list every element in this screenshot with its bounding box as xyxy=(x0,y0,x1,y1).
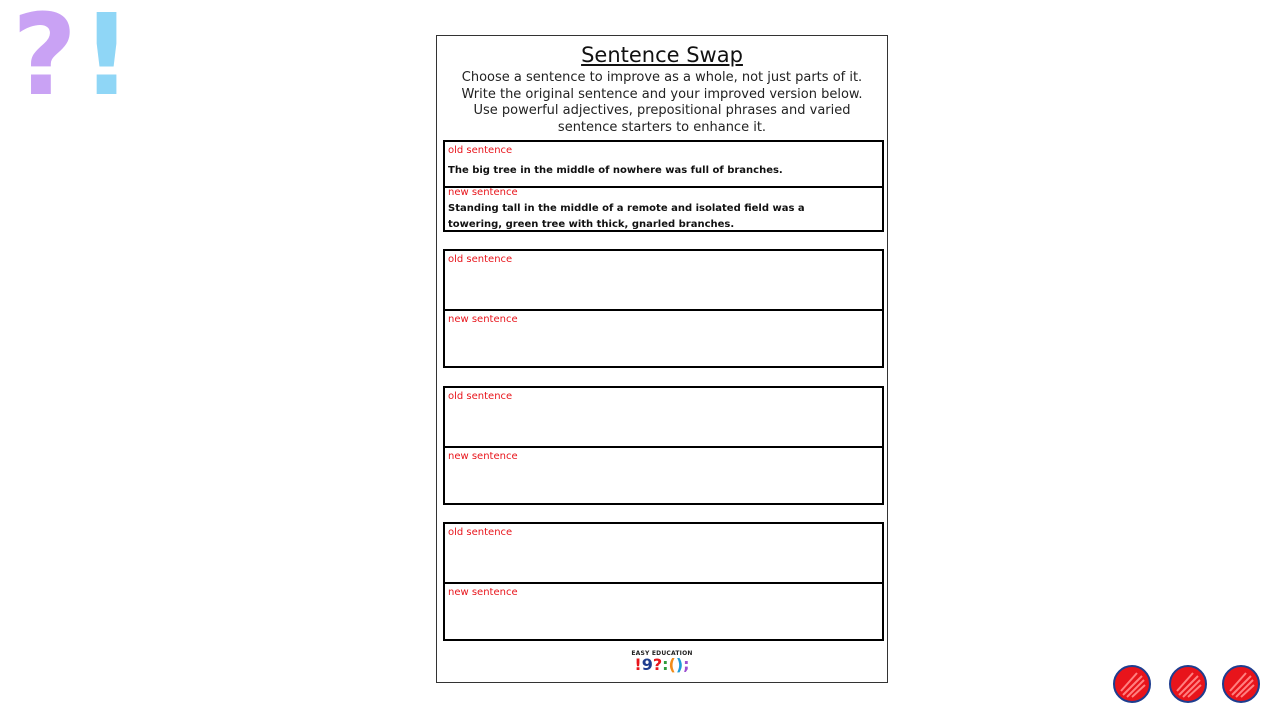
new-sentence-box[interactable] xyxy=(445,309,882,366)
new-sentence-label: new sentence xyxy=(448,314,518,325)
old-sentence-label: old sentence xyxy=(448,527,513,538)
sentence-pair xyxy=(443,386,884,505)
question-mark-graphic: ? xyxy=(12,0,77,121)
new-sentence-text: Standing tall in the middle of a remote and isolated field was a towering, green tree with thick, gnarled branches. xyxy=(448,203,805,230)
scribble-icon xyxy=(1224,667,1258,701)
new-sentence-box[interactable] xyxy=(445,186,882,230)
logo-symbol: 9 xyxy=(641,655,653,674)
scribble-button-3[interactable] xyxy=(1222,665,1260,703)
logo-symbol: : xyxy=(662,655,669,674)
worksheet-title: Sentence Swap xyxy=(581,43,743,67)
old-sentence-box[interactable] xyxy=(445,142,882,186)
sentence-pair xyxy=(443,249,884,368)
sentence-pair xyxy=(443,140,884,232)
old-sentence-box[interactable] xyxy=(445,388,882,446)
scribble-icon xyxy=(1115,667,1149,701)
scribble-button-1[interactable] xyxy=(1113,665,1151,703)
old-sentence-label: old sentence xyxy=(448,391,513,402)
logo-symbol: ? xyxy=(652,655,663,674)
logo-symbol: ( xyxy=(668,655,676,674)
logo-symbol: ! xyxy=(634,655,642,674)
new-sentence-label: new sentence xyxy=(448,187,518,198)
worksheet-instructions: Choose a sentence to improve as a whole, not just parts of it. Write the original sentence and your improved version below. Use powerful adjectives, prepositional phrases and varied sentence starters to enhance it. xyxy=(461,70,863,135)
logo-symbols xyxy=(437,657,887,673)
old-sentence-label: old sentence xyxy=(448,145,513,156)
logo-symbol: ; xyxy=(683,655,690,674)
new-sentence-label: new sentence xyxy=(448,451,518,462)
old-sentence-label: old sentence xyxy=(448,254,513,265)
old-sentence-box[interactable] xyxy=(445,251,882,309)
exclamation-mark-graphic: ! xyxy=(80,0,133,121)
new-sentence-box[interactable] xyxy=(445,582,882,639)
easy-education-logo xyxy=(437,650,887,673)
scribble-button-2[interactable] xyxy=(1169,665,1207,703)
new-sentence-label: new sentence xyxy=(448,587,518,598)
worksheet xyxy=(436,35,888,683)
logo-text: EASY EDUCATION xyxy=(631,650,693,657)
new-sentence-box[interactable] xyxy=(445,446,882,503)
sentence-pair xyxy=(443,522,884,641)
old-sentence-text: The big tree in the middle of nowhere was full of branches. xyxy=(448,165,783,176)
logo-symbol: ) xyxy=(675,655,684,674)
punctuation-decoration xyxy=(12,0,133,121)
scribble-icon xyxy=(1171,667,1205,701)
old-sentence-box[interactable] xyxy=(445,524,882,582)
